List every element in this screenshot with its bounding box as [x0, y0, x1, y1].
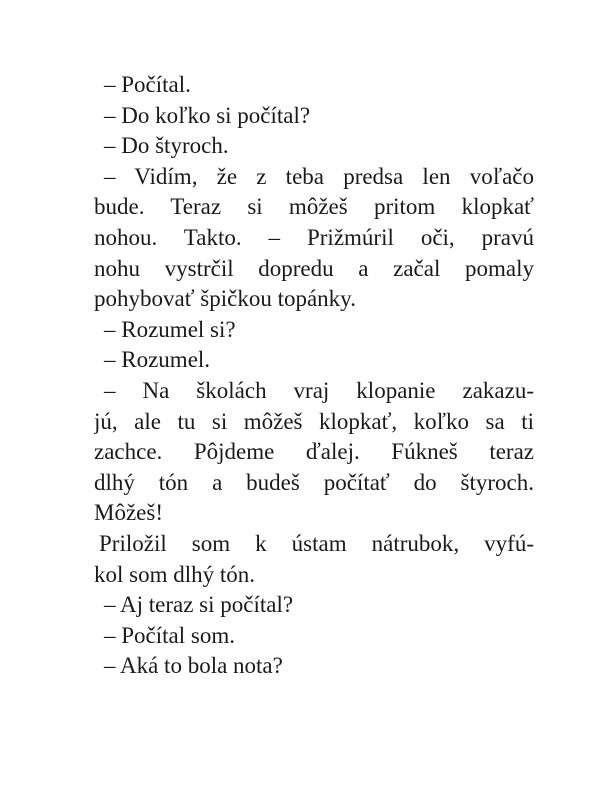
text-line: dlhý tón a budeš počítať do štyroch.	[94, 469, 534, 495]
text-line: – Vidím, že z teba predsa len voľačo	[104, 163, 534, 189]
document-page	[94, 70, 534, 682]
text-line: Priložil som k ústam nátrubok, vyfú-	[99, 530, 534, 556]
text-line: – Do štyroch.	[104, 133, 229, 159]
text-line: bude. Teraz si môžeš pritom klopkať	[94, 194, 534, 220]
text-line: jú, ale tu si môžeš klopkať, koľko sa ti	[94, 408, 534, 434]
text-line: – Na školách vraj klopanie zakazu-	[104, 377, 534, 403]
text-line: – Aj teraz si počítal?	[104, 592, 294, 618]
text-line: nohu vystrčil dopredu a začal pomaly	[94, 255, 534, 281]
text-line: – Počítal.	[104, 72, 191, 97]
text-line: nohou. Takto. – Prižmúril oči, pravú	[94, 224, 534, 250]
text-line: – Do koľko si počítal?	[104, 102, 311, 128]
text-line: kol som dlhý tón.	[94, 561, 256, 587]
text-line: zachce. Pôjdeme ďalej. Fúkneš teraz	[94, 439, 534, 465]
text-line: Môžeš!	[94, 500, 163, 526]
text-line: – Počítal som.	[104, 622, 235, 648]
text-line: – Rozumel.	[104, 347, 211, 373]
text-line: – Aká to bola nota?	[104, 653, 283, 679]
text-line: pohybovať špičkou topánky.	[94, 286, 356, 312]
text-line: – Rozumel si?	[104, 316, 236, 342]
